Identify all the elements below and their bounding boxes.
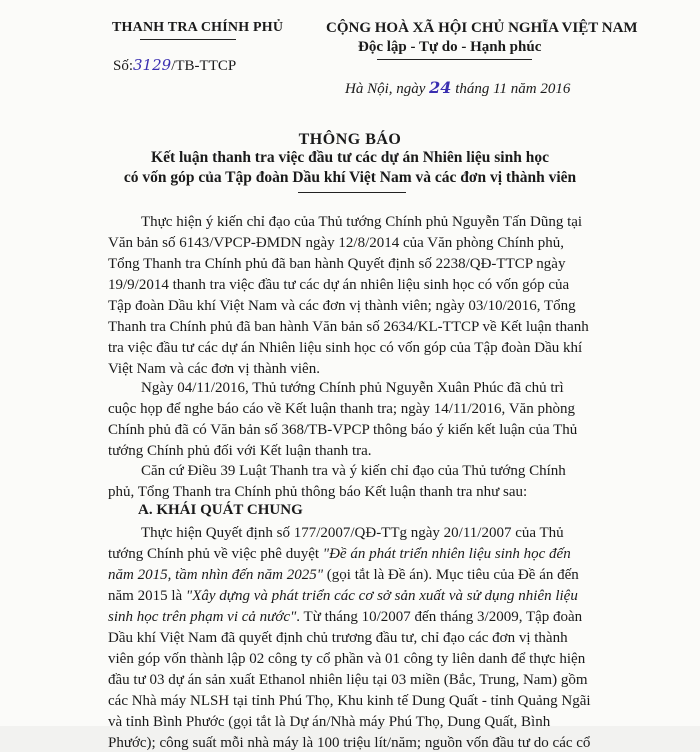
paragraph-4-text: . Từ tháng 10/2007 đến tháng 3/2009, Tập đoàn xyxy=(296,609,583,625)
paragraph-4-line xyxy=(108,546,571,563)
section-heading: A. KHÁI QUÁT CHUNG xyxy=(138,502,303,518)
paragraph-2-line: Chính phủ đã có Văn bản số 368/TB-VPCP thông báo ý kiến kết luận của Thủ xyxy=(108,422,578,438)
paragraph-3-line: Căn cứ Điều 39 Luật Thanh tra và ý kiến chỉ đạo của Thủ tướng Chính xyxy=(141,463,566,479)
paragraph-4-line xyxy=(108,567,579,584)
agency-underline xyxy=(140,39,236,40)
date-suffix: tháng 11 năm 2016 xyxy=(455,81,571,97)
motto-underline xyxy=(377,59,532,60)
paragraph-4-line: Dầu khí Việt Nam đã quyết định chủ trương đầu tư, chỉ đạo các đơn vị thành xyxy=(108,630,568,646)
paragraph-1-line: tra việc đầu tư các dự án Nhiên liệu sinh học có vốn góp của Tập đoàn Dầu khí xyxy=(108,340,583,356)
doc-number-handwritten: 3129 xyxy=(133,56,172,74)
document-number xyxy=(113,56,236,75)
document-type: THÔNG BÁO xyxy=(298,131,402,148)
paragraph-4-text: năm 2015 là xyxy=(108,588,186,604)
paragraph-4-line: viên góp vốn thành lập 02 công ty cổ phần và 01 công ty liên danh để thực hiện xyxy=(108,651,586,667)
paragraph-4-line xyxy=(108,588,578,605)
issue-date xyxy=(345,78,570,98)
national-title: CỘNG HOÀ XÃ HỘI CHỦ NGHĨA VIỆT NAM xyxy=(326,20,638,36)
paragraph-1-line: 19/9/2014 thanh tra việc đầu tư các dự án nhiên liệu sinh học có vốn góp của xyxy=(108,277,570,293)
paragraph-2-line: Ngày 04/11/2016, Thủ tướng Chính phủ Nguyễn Xuân Phúc đã chủ trì xyxy=(141,380,564,396)
date-day-handwritten: 24 xyxy=(429,78,452,97)
paragraph-4-line: Thực hiện Quyết định số 177/2007/QĐ-TTg ngày 20/11/2007 của Thủ xyxy=(141,525,564,541)
paragraph-1-line: Thực hiện ý kiến chỉ đạo của Thủ tướng Chính phủ Nguyễn Tấn Dũng tại xyxy=(141,214,583,230)
paragraph-4-quote: "Xây dựng và phát triển các cơ sở sản xuất và sử dụng nhiên liệu xyxy=(185,588,578,604)
paragraph-3-line: phủ, Tổng Thanh tra Chính phủ thông báo Kết luận thanh tra như sau: xyxy=(108,484,528,500)
paragraph-4-quote: "Đề án phát triển nhiên liệu sinh học đến xyxy=(322,546,571,562)
paragraph-4-text: tướng Chính phủ về việc phê duyệt xyxy=(108,546,323,562)
date-prefix: Hà Nội, ngày xyxy=(345,81,426,97)
paragraph-4-text: (gọi tắt là Đề án). Mục tiêu của Đề án đến xyxy=(323,567,579,583)
paragraph-2-line: cuộc họp để nghe báo cáo về Kết luận thanh tra; ngày 14/11/2016, Văn phòng xyxy=(108,401,575,417)
paragraph-4-quote: năm 2015, tầm nhìn đến năm 2025" xyxy=(108,567,324,583)
subtitle-line-2: có vốn góp của Tập đoàn Dầu khí Việt Nam và các đơn vị thành viên xyxy=(123,169,577,186)
paragraph-2-line: tướng Chính phủ đối với Kết luận thanh tra. xyxy=(108,443,372,459)
paragraph-1-line: Văn bản số 6143/VPCP-ĐMDN ngày 12/8/2014 của Văn phòng Chính phủ, xyxy=(108,235,564,251)
paragraph-1-line: Tổng Thanh tra Chính phủ đã ban hành Quyết định số 2238/QĐ-TTCP ngày xyxy=(108,256,566,272)
paragraph-4-quote: sinh học trên phạm vi cả nước" xyxy=(108,609,297,625)
paragraph-4-line: đầu tư 03 dự án sản xuất Ethanol nhiên liệu tại 03 miền (Bắc, Trung, Nam) gồm xyxy=(108,672,588,688)
subtitle-line-1: Kết luận thanh tra việc đầu tư các dự án Nhiên liệu sinh học xyxy=(151,149,549,166)
paragraph-4-line: Phước); công suất mỗi nhà máy là 100 triệu lít/năm; nguồn vốn đầu tư do các cổ xyxy=(108,735,591,751)
issuing-agency: THANH TRA CHÍNH PHỦ xyxy=(112,20,284,35)
paragraph-1-line: Việt Nam và các đơn vị thành viên. xyxy=(108,361,320,377)
paragraph-1-line: Thanh tra Chính phủ đã ban hành Văn bản số 2634/KL-TTCP về Kết luận thanh xyxy=(108,319,589,335)
paragraph-4-line: các Nhà máy NLSH tại tỉnh Phú Thọ, Khu kinh tế Dung Quất - tỉnh Quảng Ngãi xyxy=(108,693,591,709)
doc-number-suffix: /TB-TTCP xyxy=(171,58,237,74)
doc-number-prefix: Số: xyxy=(113,58,134,74)
national-motto: Độc lập - Tự do - Hạnh phúc xyxy=(358,39,542,55)
subtitle-underline xyxy=(298,192,406,193)
paragraph-4-line: và tỉnh Bình Phước (gọi tắt là Dự án/Nhà máy Phú Thọ, Dung Quất, Bình xyxy=(108,714,551,730)
paragraph-1-line: Tập đoàn Dầu khí Việt Nam và các đơn vị thành viên; ngày 03/10/2016, Tổng xyxy=(108,298,576,314)
paragraph-4-line xyxy=(108,609,582,626)
